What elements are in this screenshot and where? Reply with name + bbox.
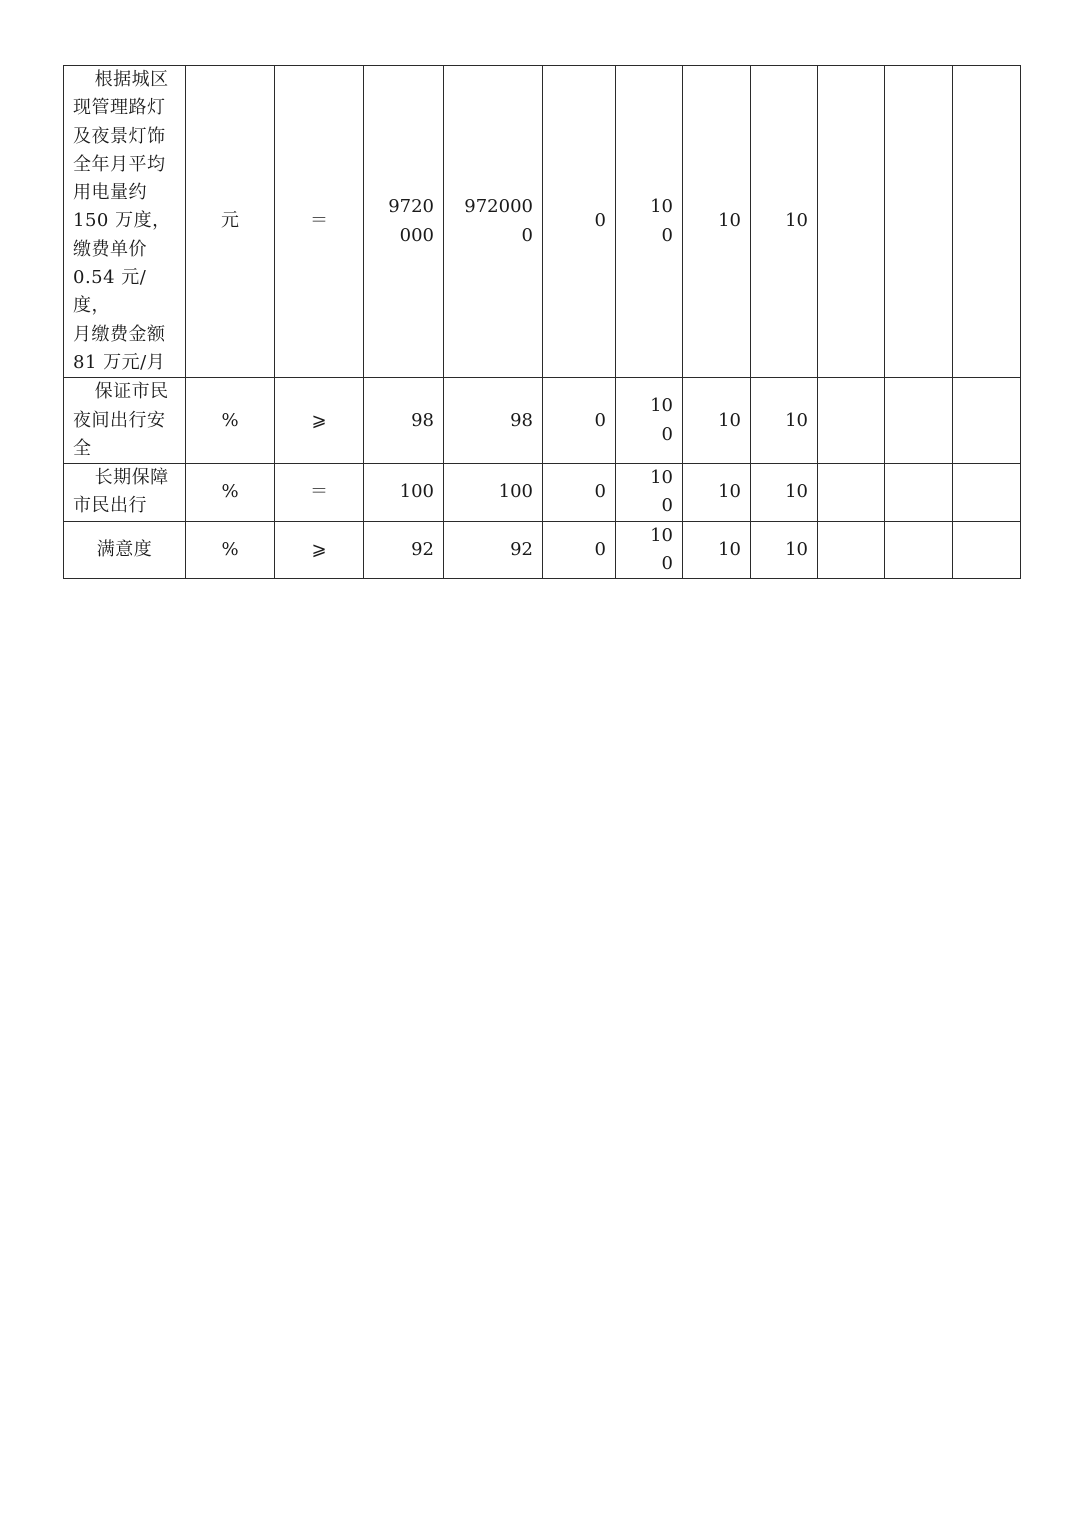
performance-indicator-table <box>63 65 1021 579</box>
empty-cell <box>885 66 953 378</box>
table-row <box>64 464 1021 522</box>
weight-cell: 10 <box>683 378 751 464</box>
indicator-cell <box>64 378 186 464</box>
actual-value-cell: 972000 0 <box>444 66 543 378</box>
operator-cell: ＝ <box>275 66 364 378</box>
weight-cell: 10 <box>683 464 751 522</box>
actual-value-cell: 92 <box>444 521 543 579</box>
operator-cell: ⩾ <box>275 378 364 464</box>
actual-value-cell: 100 <box>444 464 543 522</box>
target-value-cell: 92 <box>364 521 444 579</box>
deviation-cell: 0 <box>543 378 616 464</box>
score-cell: 10 <box>751 378 818 464</box>
empty-cell <box>953 378 1021 464</box>
unit-cell: 元 <box>186 66 275 378</box>
empty-cell <box>953 521 1021 579</box>
empty-cell <box>885 464 953 522</box>
deviation-cell: 0 <box>543 66 616 378</box>
indicator-text: 满意度 <box>96 538 153 560</box>
empty-cell <box>818 464 885 522</box>
indicator-cell <box>64 521 186 579</box>
actual-value-cell: 98 <box>444 378 543 464</box>
empty-cell <box>885 378 953 464</box>
score-cell: 10 <box>751 521 818 579</box>
table-row <box>64 66 1021 378</box>
indicator-text: 根据城区 现管理路灯 及夜景灯饰 全年月平均 用电量约 150 万度， 缴费单价 0.54 元/度， 月缴费金额 81 万元/月 <box>73 69 171 373</box>
empty-cell <box>953 464 1021 522</box>
deviation-cell: 0 <box>543 521 616 579</box>
empty-cell <box>885 521 953 579</box>
table-row <box>64 521 1021 579</box>
score-cell: 10 <box>751 66 818 378</box>
empty-cell <box>818 521 885 579</box>
target-value-cell: 98 <box>364 378 444 464</box>
indicator-text: 长期保障 市民出行 <box>73 467 169 517</box>
weight-cell: 10 <box>683 66 751 378</box>
target-value-cell: 100 <box>364 464 444 522</box>
unit-cell: % <box>186 464 275 522</box>
completion-cell: 10 0 <box>616 378 683 464</box>
score-cell: 10 <box>751 464 818 522</box>
completion-cell: 10 0 <box>616 521 683 579</box>
empty-cell <box>818 378 885 464</box>
deviation-cell: 0 <box>543 464 616 522</box>
table-row <box>64 378 1021 464</box>
indicator-cell <box>64 66 186 378</box>
completion-cell: 10 0 <box>616 464 683 522</box>
completion-cell: 10 0 <box>616 66 683 378</box>
operator-cell: ＝ <box>275 464 364 522</box>
indicator-text: 保证市民 夜间出行安 全 <box>73 381 169 459</box>
unit-cell: % <box>186 521 275 579</box>
weight-cell: 10 <box>683 521 751 579</box>
target-value-cell: 9720 000 <box>364 66 444 378</box>
indicator-cell <box>64 464 186 522</box>
unit-cell: % <box>186 378 275 464</box>
operator-cell: ⩾ <box>275 521 364 579</box>
empty-cell <box>953 66 1021 378</box>
empty-cell <box>818 66 885 378</box>
